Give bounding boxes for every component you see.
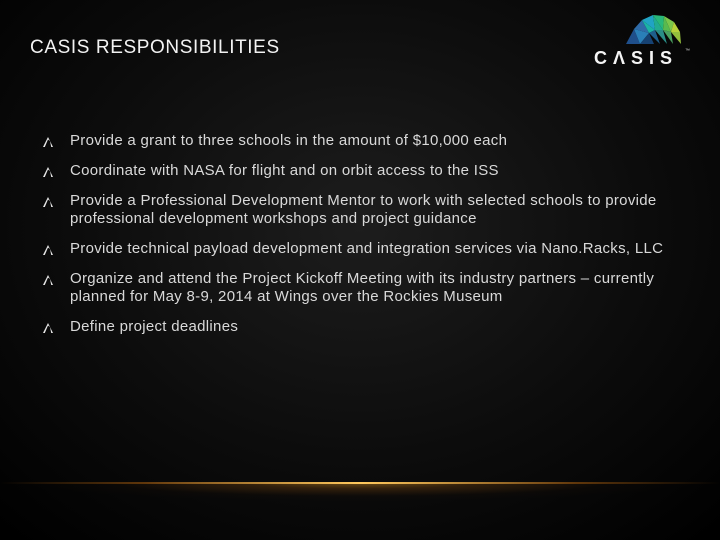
casis-logo <box>592 12 696 68</box>
bullet-text: Coordinate with NASA for flight and on orbit access to the ISS <box>70 162 499 179</box>
logo-wordmark: CΛSIS <box>594 48 679 68</box>
list-item <box>40 240 680 258</box>
bullet-text: Provide a Professional Development Mentor to work with selected schools to provide professional development workshops and project guidance <box>70 192 657 227</box>
bullet-text: Provide technical payload development and integration services via Nano.Racks, LLC <box>70 240 664 257</box>
list-item <box>40 318 680 336</box>
bullet-list <box>40 132 680 348</box>
page-title: CASIS RESPONSIBILITIES <box>30 37 280 58</box>
globe-arc-icon <box>622 12 682 44</box>
caret-triangle-icon <box>42 196 54 208</box>
horizon-glow <box>0 482 720 540</box>
bullet-text: Organize and attend the Project Kickoff Meeting with its industry partners – currently planned for May 8-9, 2014 at Wings over the Rockies Museum <box>70 270 655 305</box>
bullet-text: Define project deadlines <box>70 318 239 335</box>
caret-triangle-icon <box>42 136 54 148</box>
horizon-line <box>0 482 720 484</box>
caret-triangle-icon <box>42 244 54 256</box>
logo-trademark: ™ <box>685 48 690 54</box>
list-item <box>40 270 680 306</box>
caret-triangle-icon <box>42 322 54 334</box>
list-item <box>40 192 680 228</box>
caret-triangle-icon <box>42 274 54 286</box>
list-item <box>40 162 680 180</box>
list-item <box>40 132 680 150</box>
caret-triangle-icon <box>42 166 54 178</box>
bullet-text: Provide a grant to three schools in the amount of $10,000 each <box>70 132 508 149</box>
